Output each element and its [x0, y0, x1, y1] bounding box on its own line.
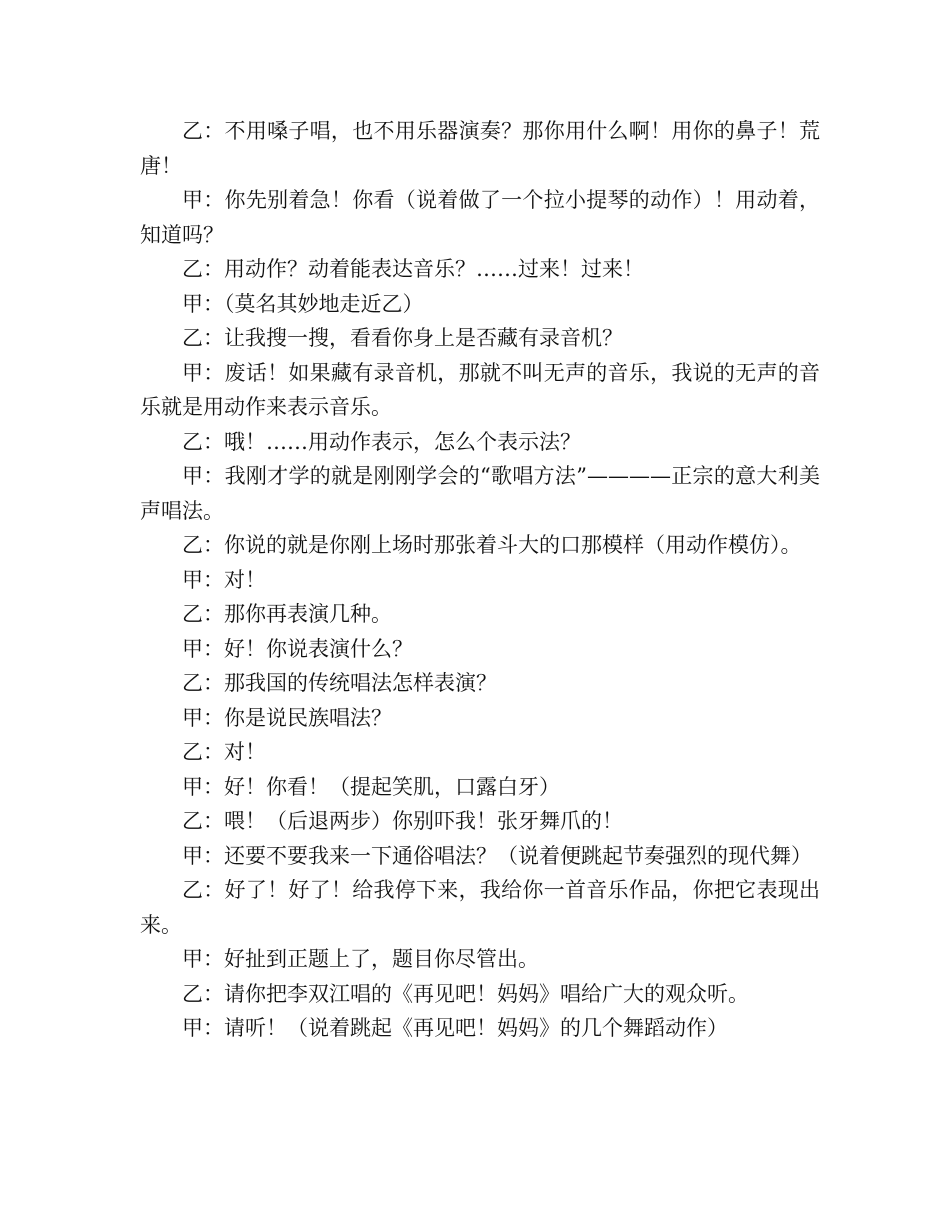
dialogue-line: 甲：（莫名其妙地走近乙） [182, 291, 424, 316]
dialogue-line: 乙：让我搜一搜，看看你身上是否藏有录音机？ [182, 326, 623, 350]
dialogue-line: 甲：废话！如果藏有录音机，那就不叫无声的音乐，我说的无声的音乐就是用动作来表示音乐。 [140, 360, 820, 419]
dialogue-body [140, 114, 820, 1046]
dialogue-line: 甲：好扯到正题上了，题目你尽管出。 [182, 947, 539, 971]
dialogue-line: 乙：请你把李双江唱的《再见吧！妈妈》唱给广大的观众听。 [182, 981, 749, 1006]
dialogue-line: 乙：你说的就是你刚上场时那张着斗大的口那模样（用动作模仿）。 [182, 533, 802, 557]
dialogue-line: 甲：你先别着急！你看（说着做了一个拉小提琴的动作）！用动着，知道吗？ [140, 188, 820, 247]
dialogue-line: 甲：还要不要我来一下通俗唱法？（说着便跳起节奏强烈的现代舞） [182, 843, 812, 868]
dialogue-line: 甲：请听！（说着跳起《再见吧！妈妈》的几个舞蹈动作） [182, 1016, 728, 1040]
dialogue-line: 甲：对！ [182, 567, 266, 592]
dialogue-line: 乙：用动作？动着能表达音乐？……过来！过来！ [182, 257, 644, 281]
dialogue-line: 乙：哦！……用动作表示，怎么个表示法？ [182, 429, 581, 454]
dialogue-line: 乙：那你再表演几种。 [182, 602, 392, 626]
dialogue-line: 甲：我刚才学的就是刚刚学会的“歌唱方法”————正宗的意大利美声唱法。 [140, 464, 820, 523]
dialogue-line: 乙：对！ [182, 740, 266, 764]
dialogue-line: 乙：不用嗓子唱，也不用乐器演奏？那你用什么啊！用你的鼻子！荒唐！ [140, 119, 820, 178]
dialogue-line: 乙：那我国的传统唱法怎样表演？ [182, 671, 497, 695]
dialogue-line: 甲：好！你说表演什么？ [182, 636, 413, 661]
dialogue-line: 乙：好了！好了！给我停下来，我给你一首音乐作品，你把它表现出来。 [140, 878, 820, 937]
dialogue-line: 甲：好！你看！（提起笑肌，口露白牙） [182, 774, 560, 799]
dialogue-line: 乙：喂！（后退两步）你别吓我！张牙舞爪的！ [182, 809, 623, 833]
dialogue-line: 甲：你是说民族唱法？ [182, 705, 392, 730]
